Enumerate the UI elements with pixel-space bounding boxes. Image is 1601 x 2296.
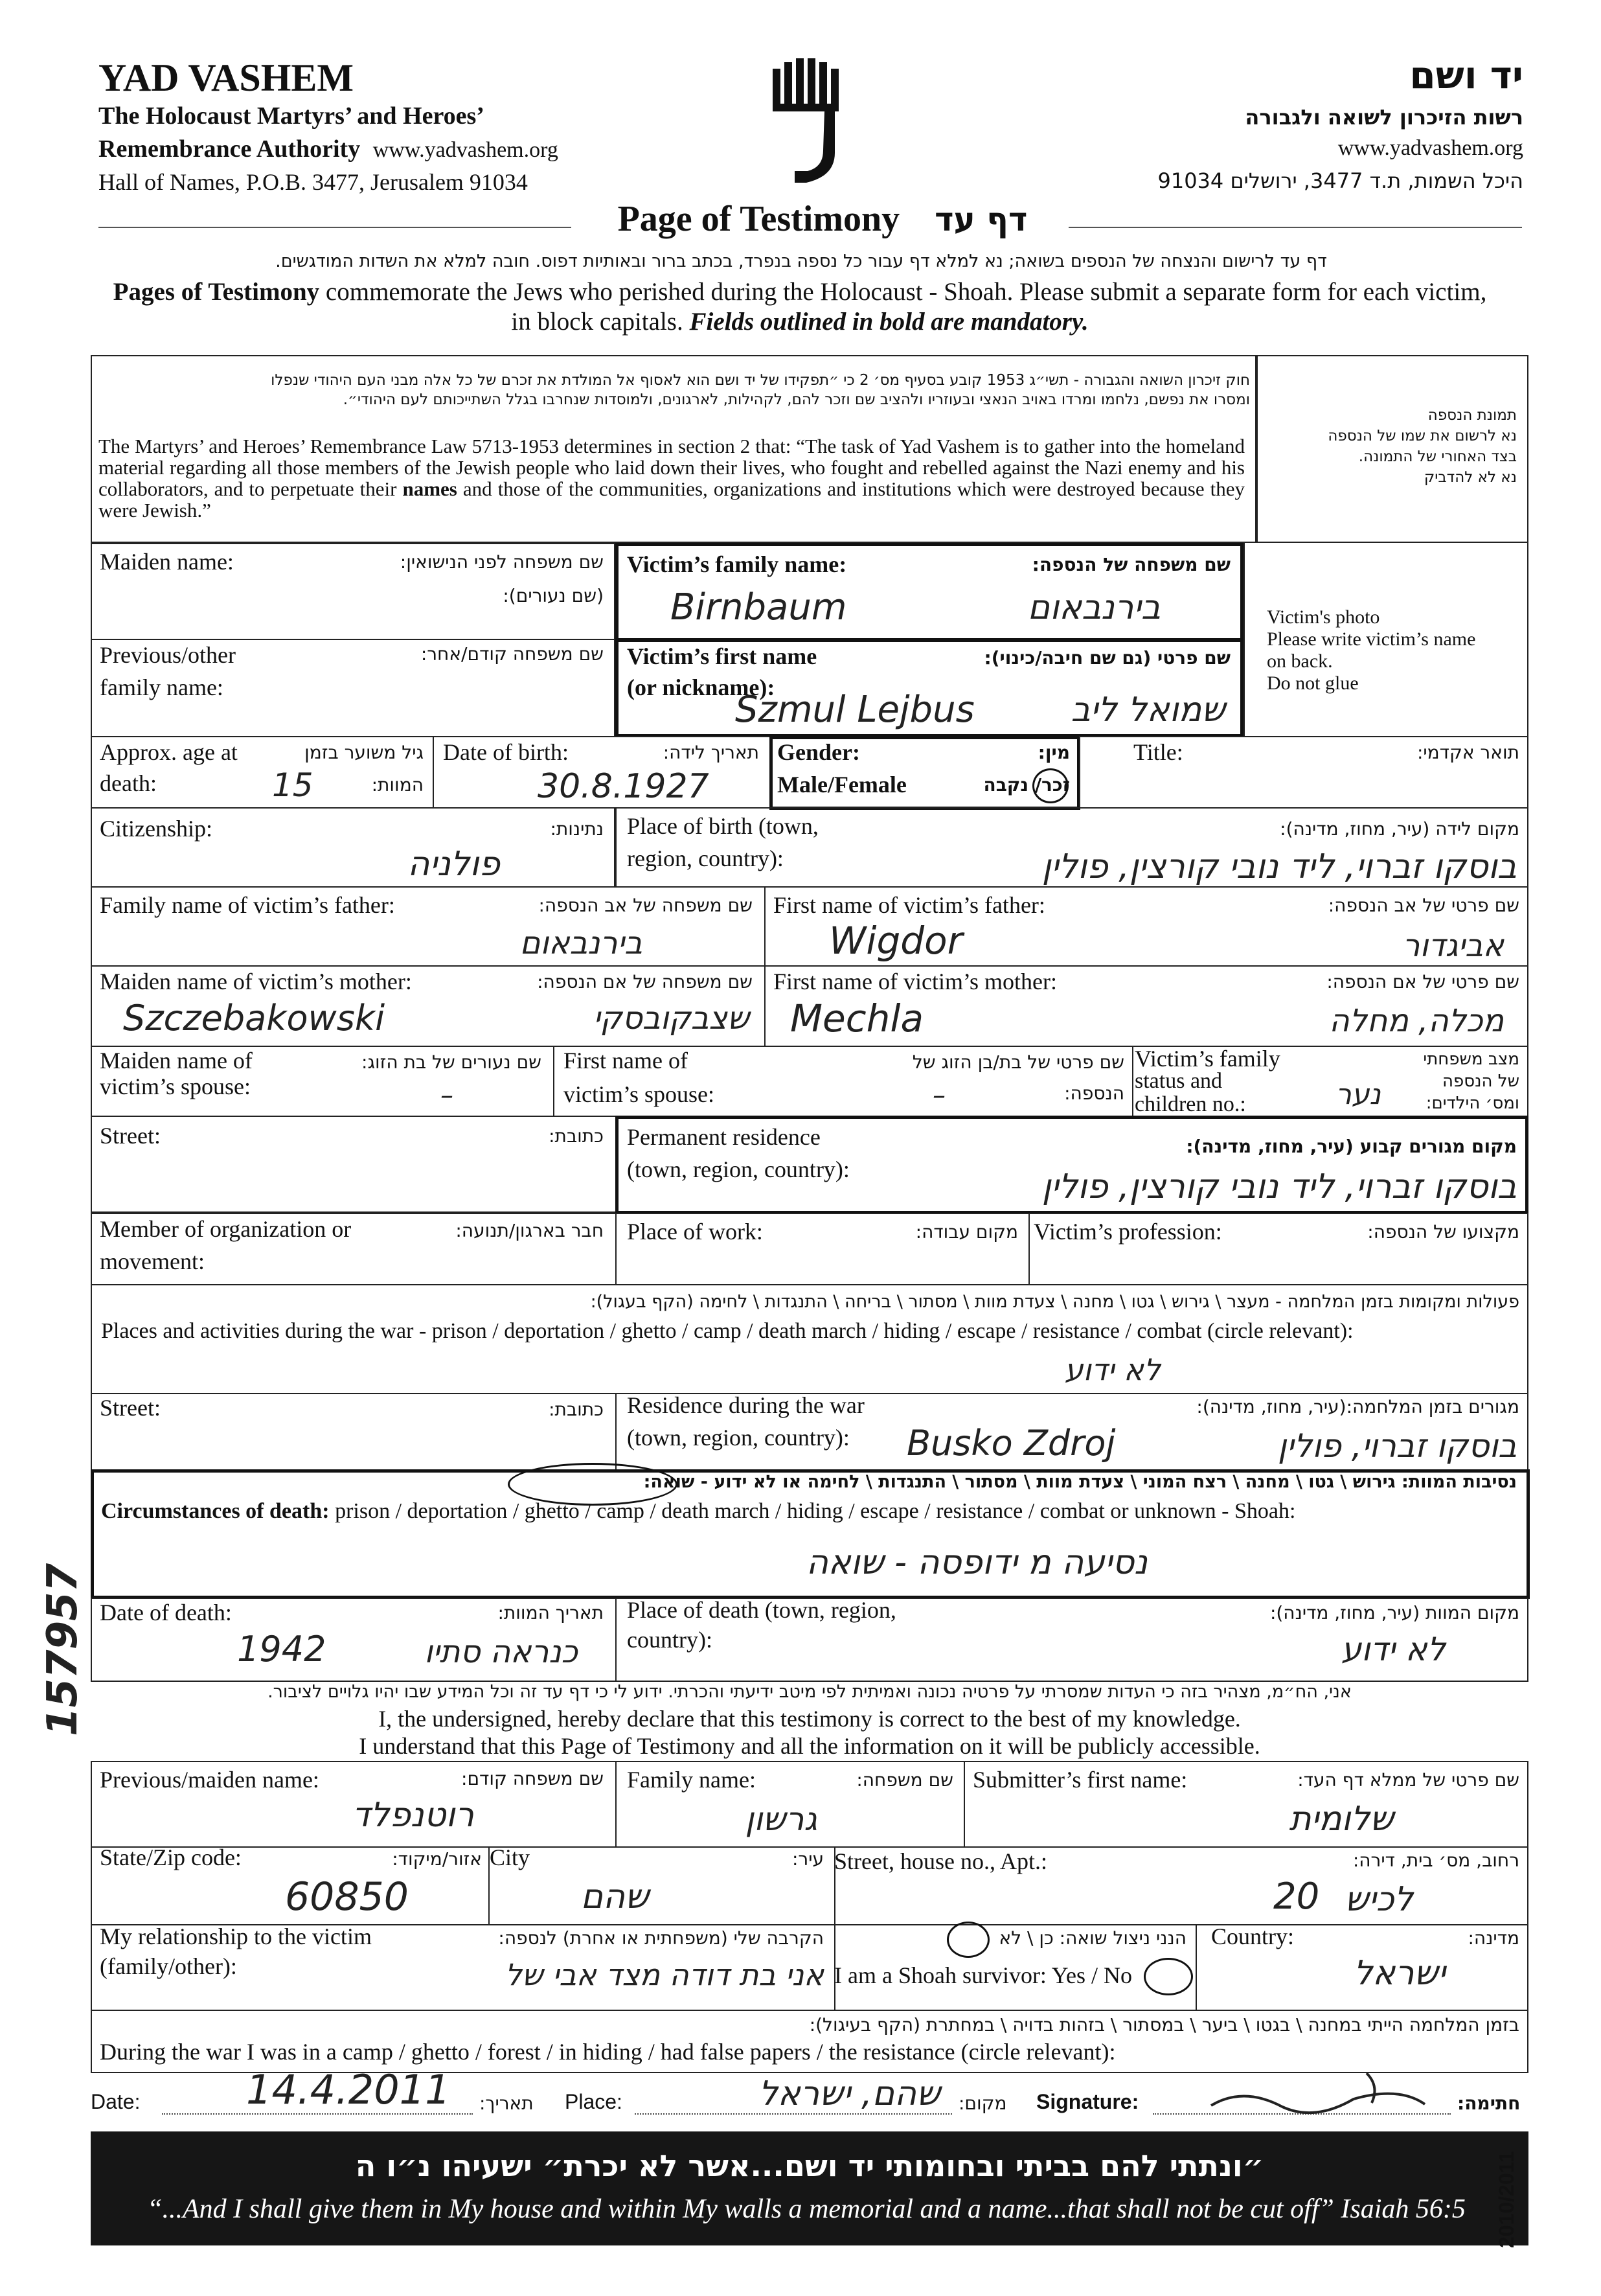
- footer-quote-he: ״ונתתי להם בביתי ובחומותי יד ושם...אשר לא יכרת״ ישעיהו נ״ו ה: [355, 2148, 1264, 2183]
- page-title: [583, 198, 1062, 240]
- submitter-family-label-he: שם משפחה:: [856, 1769, 953, 1791]
- street-address-label: Street, house no., Apt.:: [834, 1848, 1047, 1874]
- victim-family-name-value-he: בירנבאום: [1027, 588, 1161, 627]
- org-name-he: יד ושם: [1409, 53, 1523, 97]
- age-label-1: Approx. age at: [100, 739, 238, 765]
- birthplace-label-2: region, country):: [627, 845, 784, 871]
- previous-name-label-1: Previous/other: [100, 642, 236, 668]
- street-label-he: כתובת:: [549, 1125, 604, 1147]
- camp-label-he: בזמן המלחמה הייתי במחנה \ בגטו \ ביער \ במסתור \ בזהות בדויה \ במחתרת (הקף בעיגול):: [809, 2014, 1519, 2036]
- page-title-en: Page of Testimony: [617, 199, 900, 239]
- birthplace-value: בוסקו זברוי, ליד נובי קורצין, פולין: [1041, 847, 1517, 886]
- photo-he-3: בצד האחורי של התמונה.: [1358, 448, 1517, 465]
- circumstances-value: נסיעה מ ידופסה - שואה: [806, 1543, 1148, 1582]
- title-label-he: תואר אקדמי:: [1416, 742, 1519, 763]
- submitter-prev-value: רוטנפלד: [352, 1796, 474, 1835]
- father-first-label-he: שם פרטי של אב הנספה:: [1328, 895, 1519, 916]
- war-residence-label-2: (town, region, country):: [627, 1425, 850, 1451]
- law-en-text-2: and those of the communities, organizations and institutions which were destroyed because they were Jewish.”: [98, 477, 1245, 522]
- victim-first-name-label-he: שם פרטי (גם שם חיבה/כינוי):: [984, 647, 1231, 669]
- website-en[interactable]: www.yadvashem.org: [372, 138, 558, 162]
- photo-en-4: Do not glue: [1267, 672, 1359, 694]
- org-sub2-en-line: [98, 135, 558, 163]
- spouse-maiden-label-he: שם נעורים של בת הזוג:: [361, 1051, 541, 1073]
- street-address-label-he: רחוב, מס׳ בית, דירה:: [1352, 1850, 1519, 1871]
- city-value: שהם: [580, 1877, 649, 1916]
- relationship-label-1: My relationship to the victim: [100, 1923, 372, 1949]
- yad-vashem-logo: [767, 56, 845, 185]
- victim-first-name-label-1: Victim’s first name: [627, 643, 817, 669]
- street-address-value: לכיש: [1345, 1880, 1413, 1919]
- date-label: Date:: [91, 2090, 141, 2113]
- zip-value: 60850: [285, 1874, 409, 1920]
- street-address-number: 20: [1273, 1876, 1320, 1918]
- mother-first-value-he: מכלה, מחלה: [1329, 1003, 1504, 1039]
- birthplace-label-he: מקום לידה (עיר, מחוז, מדינה):: [1280, 818, 1519, 840]
- war-activities-label-he: פעולות ומקומות בזמן המלחמה - מעצר \ גירוש \ גטו \ מחנה \ צעדת מוות \ מסתור \ בריחה \ התנגדות \ לחימה (הקף בעגול):: [590, 1292, 1519, 1312]
- address-he: היכל השמות, ת.ד 3477, ירושלים 91034: [1157, 168, 1523, 193]
- place-value: שהם, ישראל: [758, 2074, 940, 2113]
- profession-label-he: מקצועו של הנספה:: [1367, 1221, 1519, 1243]
- organization-label-1: Member of organization or: [100, 1216, 352, 1242]
- relationship-label-2: (family/other):: [100, 1953, 237, 1979]
- death-place-label-1: Place of death (town, region,: [627, 1597, 896, 1623]
- death-place-label-2: country):: [627, 1627, 712, 1653]
- father-first-label: First name of victim’s father:: [773, 892, 1045, 918]
- law-he-2: ומסרו את נפשם, נלחמו ומרדו באויב הנאצי ובעוזריו ולהציב שם וזכר להם, לקהילות, לארגונים, ולמוסדות שנחרבו בגלל השתייכותם לעם היהודי״.: [343, 391, 1250, 408]
- gender-label-he: מין:: [1038, 742, 1070, 763]
- header-rule-left: [98, 227, 571, 228]
- circumstances-label-he: נסיבות המוות: גירוש \ גטו \ מחנה \ רצח המוני \ צעדת מוות \ מסתור \ התנגדות \ לחימה או לא ידוע - שואה:: [643, 1472, 1517, 1492]
- permanent-residence-label-he: מקום מגורים קבוע (עיר, מחוז, מדינה):: [1186, 1136, 1517, 1157]
- mother-maiden-value: Szczebakowski: [123, 998, 385, 1039]
- photo-en-1: Victim's photo: [1267, 606, 1380, 628]
- citizenship-label-he: נתינות:: [550, 818, 604, 840]
- family-status-label-3: children no.:: [1135, 1092, 1246, 1116]
- father-first-value: Wigdor: [829, 919, 963, 963]
- family-status-value: נער: [1335, 1078, 1381, 1111]
- signature-scribble: [1205, 2060, 1438, 2125]
- signature-label-he: חתימה:: [1457, 2093, 1521, 2114]
- father-family-label: Family name of victim’s father:: [100, 892, 395, 918]
- circumstances-label: [101, 1499, 1295, 1524]
- gender-label: Gender:: [777, 739, 860, 765]
- gender-options-en: Male/Female: [777, 772, 907, 798]
- date-value: 14.4.2011: [246, 2066, 451, 2113]
- death-date-value: 1942: [237, 1629, 326, 1670]
- citizenship-value: פולניה: [407, 845, 500, 884]
- intro-he: דף עד לרישום והנצחה של הנספים בשואה; נא למלא דף עבור כל נספה בנפרד, בכתב ברור ובאותיות דפוס. חובה למלא את השדות המודגשים.: [275, 251, 1327, 271]
- permanent-residence-value: בוסקו זברוי, ליד נובי קורצין, פולין: [1041, 1167, 1517, 1206]
- intro-en-text: commemorate the Jews who perished during the Holocaust - Shoah. Please submit a separate form for each victim, in block capitals.: [319, 278, 1487, 336]
- org-name-en: YAD VASHEM: [98, 56, 354, 99]
- family-status-label-he-3: ומס׳ הילדים:: [1425, 1094, 1519, 1113]
- previous-name-label-2: family name:: [100, 674, 223, 700]
- war-residence-label-he: מגורים בזמן המלחמה:(עיר, מחוז, מדינה):: [1196, 1396, 1519, 1418]
- age-value: 15: [272, 766, 313, 804]
- country-label: Country:: [1211, 1923, 1295, 1949]
- intro-en: [104, 277, 1496, 337]
- mother-first-label-he: שם פרטי של אם הנספה:: [1326, 971, 1519, 993]
- birthplace-label-1: Place of birth (town,: [627, 813, 819, 839]
- photo-he-4: נא לא להדביק: [1424, 469, 1517, 486]
- age-label-he-1: גיל משוער בזמן: [304, 742, 424, 763]
- mother-first-label: First name of victim’s mother:: [773, 969, 1057, 994]
- death-date-label: Date of death:: [100, 1600, 232, 1625]
- circumstances-label-bold: Circumstances of death:: [101, 1499, 330, 1523]
- age-label-he-2: המוות:: [371, 774, 424, 796]
- org-sub-he: רשות הזיכרון לשואה ולגבורה: [1245, 105, 1523, 130]
- title-label: Title:: [1133, 739, 1183, 765]
- death-date-value-he: כנראה סתיו: [424, 1634, 578, 1670]
- margin-note: 157957: [39, 1563, 87, 1736]
- father-family-value: בירנבאום: [519, 925, 642, 961]
- spouse-maiden-label-1: Maiden name of: [100, 1048, 253, 1073]
- street-label: Street:: [100, 1123, 161, 1149]
- work-label: Place of work:: [627, 1219, 763, 1245]
- survivor-label-he: הנני ניצול שואה: כן \ לא: [999, 1927, 1187, 1949]
- victim-family-name-label: Victim’s family name:: [627, 551, 847, 577]
- citizenship-label: Citizenship:: [100, 816, 212, 842]
- dob-label-he: תאריך לידה:: [663, 742, 759, 763]
- death-date-label-he: תאריך המוות:: [497, 1602, 604, 1624]
- death-place-label-he: מקום המוות (עיר, מחוז, מדינה):: [1269, 1602, 1519, 1624]
- org-sub2-en: Remembrance Authority: [98, 135, 361, 163]
- spouse-maiden-label-2: victim’s spouse:: [100, 1073, 251, 1099]
- organization-label-he: חבר בארגון/תנועה:: [455, 1220, 604, 1241]
- spouse-first-label-2: victim’s spouse:: [563, 1081, 714, 1107]
- father-family-label-he: שם משפחה של אב הנספה:: [538, 895, 753, 916]
- victim-first-name-value: Szmul Lejbus: [735, 689, 975, 731]
- photo-en-2: Please write victim’s name: [1267, 628, 1476, 650]
- city-label: City: [490, 1844, 530, 1870]
- law-en: [98, 435, 1245, 521]
- zip-label-he: אזור/מיקוד:: [392, 1848, 482, 1870]
- mother-maiden-label: Maiden name of victim’s mother:: [100, 969, 412, 994]
- war-street-label-he: כתובת:: [549, 1399, 604, 1420]
- submitter-family-value: גרשון: [745, 1800, 817, 1838]
- war-residence-label-1: Residence during the war: [627, 1392, 865, 1418]
- photo-he-1: תמונת הנספה: [1427, 407, 1517, 424]
- family-status-label-2: status and: [1135, 1069, 1223, 1093]
- survivor-no-circle-he[interactable]: [947, 1922, 990, 1958]
- relationship-label-he: הקרבה שלי (משפחתית או אחרת) לנספה:: [498, 1927, 824, 1949]
- spouse-first-label-he-2: הנספה:: [1064, 1083, 1124, 1104]
- submitter-first-label-he: שם פרטי של ממלא דף העד:: [1297, 1769, 1519, 1791]
- victim-first-name-label-2: (or nickname):: [627, 674, 775, 700]
- header-rule-right: [1069, 227, 1522, 228]
- spouse-first-label-1: First name of: [563, 1048, 688, 1073]
- war-street-cell[interactable]: [91, 1393, 617, 1471]
- previous-name-label-he: שם משפחה קודם/אחר:: [420, 643, 604, 665]
- country-label-he: מדינה:: [1468, 1927, 1519, 1949]
- maiden-name-label: Maiden name:: [100, 549, 234, 575]
- form-number: 2010/2011: [1495, 2151, 1518, 2248]
- intro-en-bold: Pages of Testimony: [113, 278, 320, 306]
- war-residence-value: Busko Zdroj: [907, 1423, 1116, 1464]
- city-label-he: עיר:: [791, 1848, 824, 1870]
- mother-maiden-label-he: שם משפחה של אם הנספה:: [537, 971, 753, 993]
- submitter-first-value: שלומית: [1289, 1800, 1394, 1839]
- declaration-he: אני, הח״מ, מצהיר בזה כי העדות שמסרתי על פרטיה נכונה ואמיתית לפי מיטב ידיעתי והכרתי. ידוע לי כי דף עד זה וכל המידע שבו יהיו גלויים לציבור.: [267, 1682, 1352, 1702]
- law-en-names: names: [402, 477, 457, 500]
- war-activities-label: Places and activities during the war - prison / deportation / ghetto / camp / death march / hiding / escape / resistance / combat (circle relevant):: [101, 1319, 1354, 1343]
- footer-quote-en: “...And I shall give them in My house and within My walls a memorial and a name...that shall not be cut off” Isaiah 56:5: [147, 2194, 1466, 2224]
- camp-label: During the war I was in a camp / ghetto / forest / in hiding / had false papers / the resistance (circle relevant):: [100, 2039, 1116, 2065]
- work-label-he: מקום עבודה:: [915, 1221, 1018, 1243]
- mother-first-value: Mechla: [790, 996, 924, 1040]
- victim-family-name-label-he: שם משפחה של הנספה:: [1032, 554, 1231, 575]
- victim-family-name-value: Birnbaum: [670, 586, 847, 628]
- permanent-residence-label-2: (town, region, country):: [627, 1156, 850, 1182]
- signature-label: Signature:: [1036, 2090, 1139, 2113]
- family-status-label-he-1: מצב משפחתי: [1423, 1050, 1519, 1069]
- law-en-text-1: The Martyrs’ and Heroes’ Remembrance Law 5713-1953 determines in section 2 that: “The task of Yad Vashem is to gather into the homeland material regarding all those members of the Jewish people who laid down their lives, who fought and rebelled against the Nazi enemy and his collaborators, and to perpetuate their: [98, 435, 1245, 500]
- spouse-first-label-he-1: שם פרטי של בת/בן הזוג של: [912, 1051, 1124, 1073]
- intro-en-mandatory: Fields outlined in bold are mandatory.: [689, 308, 1089, 336]
- address-en: Hall of Names, P.O.B. 3477, Jerusalem 91034: [98, 169, 528, 195]
- victim-first-name-value-he: שמואל ליב: [1071, 691, 1225, 729]
- maiden-name-label-he: שם משפחה לפני הנישואין:: [400, 551, 604, 573]
- war-residence-value-he: בוסקו זברוי, פולין: [1277, 1427, 1517, 1465]
- profession-label: Victim’s profession:: [1034, 1219, 1222, 1245]
- dob-label: Date of birth:: [443, 739, 569, 765]
- dob-value: 30.8.1927: [538, 767, 709, 806]
- maiden-name-label-he2: (שם נעורים):: [503, 585, 604, 606]
- photo-he-2: נא לרשום את שמו של הנספה: [1328, 428, 1517, 444]
- circumstances-label-text: prison / deportation / ghetto / camp / death march / hiding / escape / resistance / combat or unknown - Shoah:: [329, 1499, 1296, 1523]
- page-title-he: דף עד: [935, 201, 1028, 238]
- age-label-2: death:: [100, 770, 157, 796]
- law-he-1: חוק זיכרון השואה והגבורה - תשי״ג 1953 קובע בסעיף מס׳ 2 כי ״תפקידו של יד ושם הוא לאסוף אל המולדת את זכרם של כל אלה מבני העם היהודי שנפלו: [271, 372, 1250, 389]
- org-sub1-en: The Holocaust Martyrs’ and Heroes’: [98, 102, 484, 130]
- survivor-no-circle[interactable]: [1144, 1958, 1193, 1995]
- war-activities-value: לא ידוע: [1064, 1352, 1161, 1387]
- death-place-value: לא ידוע: [1341, 1631, 1446, 1668]
- declaration-en-2: I understand that this Page of Testimony and all the information on it will be publicly accessible.: [359, 1733, 1260, 1759]
- family-status-label-1: Victim’s family: [1135, 1046, 1280, 1072]
- spouse-first-value: –: [933, 1081, 946, 1110]
- country-value: ישראל: [1353, 1954, 1446, 1993]
- relationship-value: אני בת דודה מצד אבי של: [505, 1957, 824, 1992]
- zip-label: State/Zip code:: [100, 1844, 242, 1870]
- city-cell[interactable]: [488, 1846, 835, 1925]
- submitter-prev-label: Previous/maiden name:: [100, 1767, 319, 1793]
- organization-label-2: movement:: [100, 1248, 205, 1274]
- war-street-label: Street:: [100, 1395, 161, 1421]
- declaration-en-1: I, the undersigned, hereby declare that this testimony is correct to the best of my knowledge.: [378, 1706, 1241, 1732]
- submitter-family-label: Family name:: [627, 1767, 756, 1793]
- spouse-maiden-value: –: [440, 1081, 453, 1110]
- submitter-first-label: Submitter’s first name:: [973, 1767, 1188, 1793]
- place-label-he: מקום:: [959, 2093, 1007, 2114]
- photo-en-3: on back.: [1267, 650, 1333, 672]
- survivor-label: I am a Shoah survivor: Yes / No: [834, 1962, 1132, 1988]
- date-line: [162, 2113, 473, 2115]
- place-label: Place:: [565, 2090, 622, 2113]
- father-first-value-he: אביגדור: [1402, 928, 1504, 964]
- street-cell[interactable]: [91, 1116, 617, 1213]
- gender-male-circle[interactable]: [1032, 768, 1069, 803]
- date-label-he: תאריך:: [479, 2093, 534, 2114]
- submitter-prev-label-he: שם משפחה קודם:: [461, 1768, 604, 1789]
- permanent-residence-label-1: Permanent residence: [627, 1124, 821, 1150]
- family-status-label-he-2: של הנספה: [1442, 1072, 1519, 1091]
- gender-options-he: זכר/ נקבה: [983, 774, 1070, 796]
- website-he[interactable]: www.yadvashem.org: [1337, 136, 1523, 160]
- mother-maiden-value-he: שצבקובסקי: [593, 1000, 749, 1037]
